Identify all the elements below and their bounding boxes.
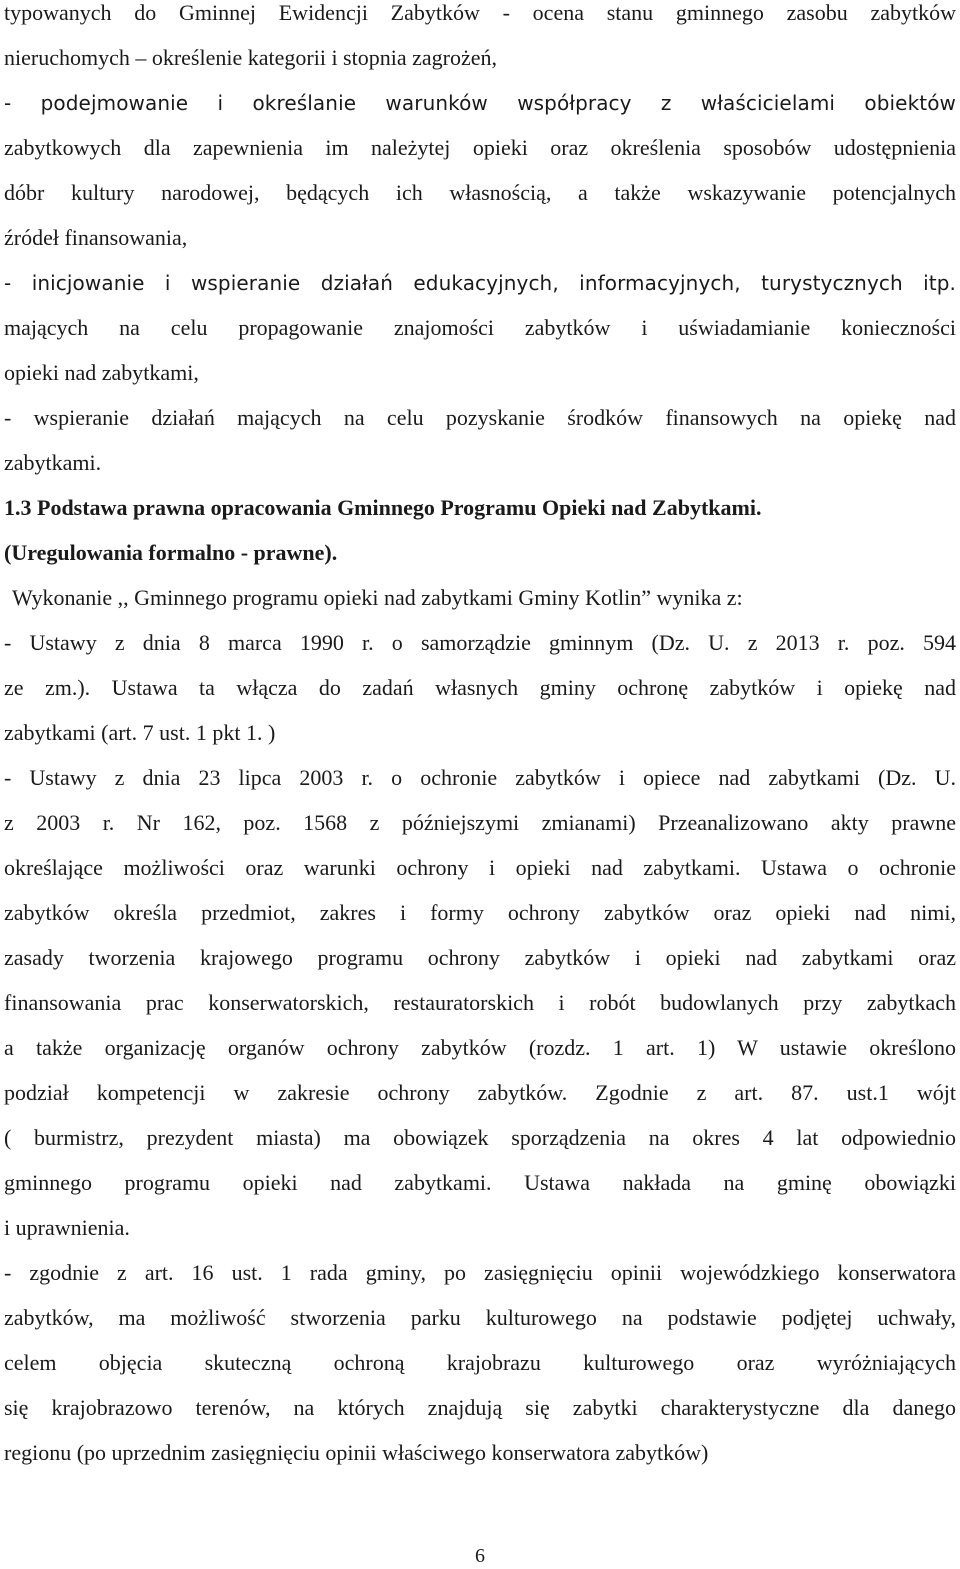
text-line: nieruchomych – określenie kategorii i stopnia zagrożeń, (4, 45, 497, 70)
text-line: typowanych do Gminnej Ewidencji Zabytków - ocena stanu gminnego zasobu zabytków (4, 0, 956, 25)
text-line: i uprawnienia. (4, 1215, 130, 1240)
text-line: się krajobrazowo terenów, na których znajdują się zabytki charakterystyczne dla danego (4, 1395, 956, 1420)
text-line: zabytków, ma możliwość stworzenia parku kulturowego na podstawie podjętej uchwały, (4, 1305, 956, 1330)
text-line: - Ustawy z dnia 23 lipca 2003 r. o ochronie zabytków i opiece nad zabytkami (Dz. U. (4, 765, 956, 790)
text-line: gminnego programu opieki nad zabytkami. Ustawa nakłada na gminę obowiązki (4, 1170, 956, 1195)
section-subheading: (Uregulowania formalno - prawne). (4, 540, 338, 565)
text-line: Wykonanie ,, Gminnego programu opieki nad zabytkami Gminy Kotlin” wynika z: (12, 585, 743, 610)
text-line: - inicjowanie i wspieranie działań edukacyjnych, informacyjnych, turystycznych itp. (4, 271, 956, 295)
text-line: - podejmowanie i określanie warunków współpracy z właścicielami obiektów (4, 91, 956, 115)
text-line: źródeł finansowania, (4, 225, 188, 250)
text-line: zabytków określa przedmiot, zakres i formy ochrony zabytków oraz opieki nad nimi, (4, 900, 956, 925)
text-line: regionu (po uprzednim zasięgnięciu opinii właściwego konserwatora zabytków) (4, 1440, 709, 1465)
text-line: ( burmistrz, prezydent miasta) ma obowiązek sporządzenia na okres 4 lat odpowiednio (4, 1125, 956, 1150)
text-line: dóbr kultury narodowej, będących ich własnością, a także wskazywanie potencjalnych (4, 180, 956, 205)
text-line: - Ustawy z dnia 8 marca 1990 r. o samorządzie gminnym (Dz. U. z 2013 r. poz. 594 (4, 630, 956, 655)
section-heading: 1.3 Podstawa prawna opracowania Gminnego Programu Opieki nad Zabytkami. (4, 495, 762, 520)
text-line: z 2003 r. Nr 162, poz. 1568 z późniejszymi zmianami) Przeanalizowano akty prawne (4, 810, 956, 835)
text-line: zasady tworzenia krajowego programu ochrony zabytków i opieki nad zabytkami oraz (4, 945, 956, 970)
text-line: zabytkami. (4, 450, 102, 475)
text-line: zabytkami (art. 7 ust. 1 pkt 1. ) (4, 720, 276, 745)
text-line: - wspieranie działań mających na celu pozyskanie środków finansowych na opiekę nad (4, 405, 956, 430)
text-line: a także organizację organów ochrony zabytków (rozdz. 1 art. 1) W ustawie określono (4, 1035, 956, 1060)
text-line: finansowania prac konserwatorskich, restauratorskich i robót budowlanych przy zabytkach (4, 990, 956, 1015)
text-line: ze zm.). Ustawa ta włącza do zadań własnych gminy ochronę zabytków i opiekę nad (4, 675, 956, 700)
text-line: określające możliwości oraz warunki ochrony i opieki nad zabytkami. Ustawa o ochronie (4, 855, 956, 880)
text-line: celem objęcia skuteczną ochroną krajobrazu kulturowego oraz wyróżniających (4, 1350, 956, 1375)
text-line: opieki nad zabytkami, (4, 360, 199, 385)
text-line: mających na celu propagowanie znajomości zabytków i uświadamianie konieczności (4, 315, 956, 340)
text-line: zabytkowych dla zapewnienia im należytej opieki oraz określenia sposobów udostępnienia (4, 135, 956, 160)
text-line: podział kompetencji w zakresie ochrony zabytków. Zgodnie z art. 87. ust.1 wójt (4, 1080, 956, 1105)
text-line: - zgodnie z art. 16 ust. 1 rada gminy, po zasięgnięciu opinii wojewódzkiego konserwatora (4, 1260, 956, 1285)
page-number: 6 (475, 1545, 485, 1567)
